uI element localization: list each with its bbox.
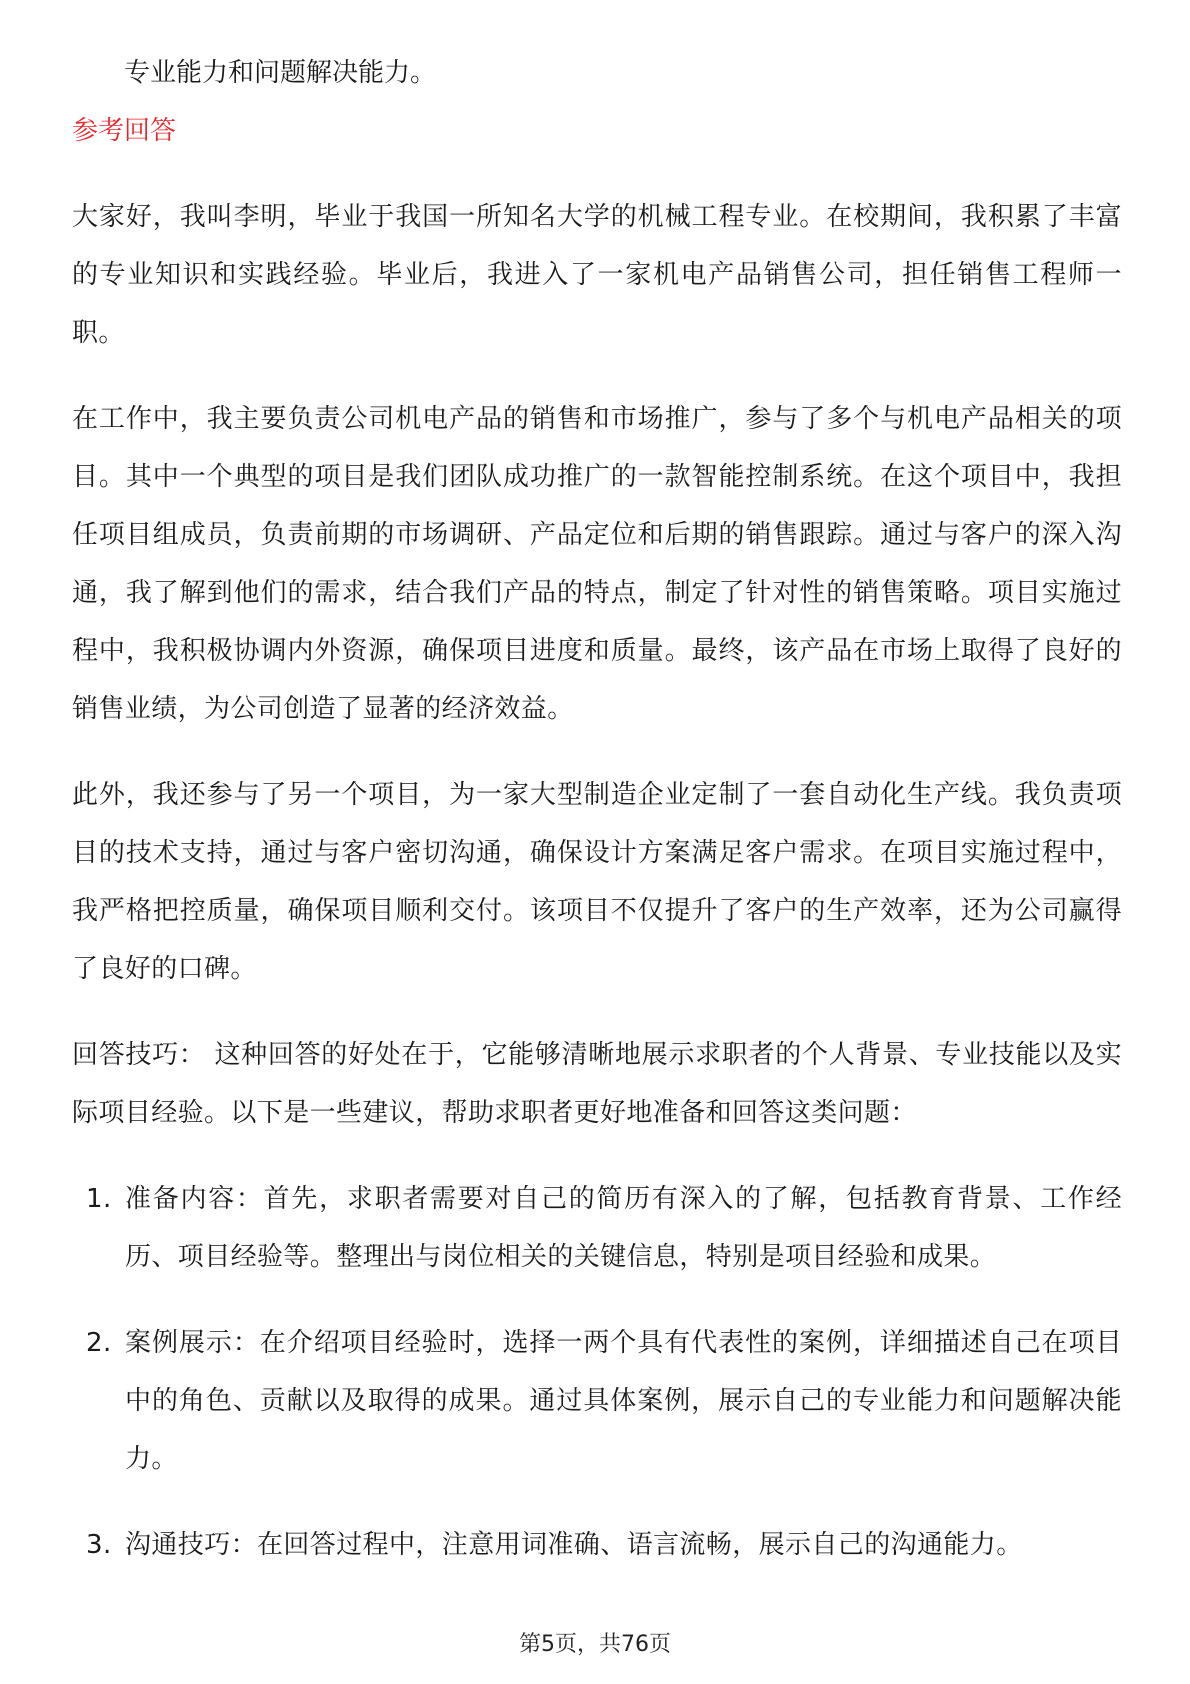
continuation-text: 专业能力和问题解决能力。 (124, 58, 437, 88)
list-item-number: 3. (86, 1530, 112, 1560)
list-item (72, 1170, 1122, 1286)
list-item (72, 1314, 1122, 1488)
answer-paragraph-2: 在工作中，我主要负责公司机电产品的销售和市场推广，参与了多个与机电产品相关的项目。其中一个典型的项目是我们团队成功推广的一款智能控制系统。在这个项目中，我担任项目组成员，负责前期的市场调研、产品定位和后期的销售跟踪。通过与客户的深入沟通，我了解到他们的需求，结合我们产品的特点，制定了针对性的销售策略。项目实施过程中，我积极协调内外资源，确保项目进度和质量。最终，该产品在市场上取得了良好的销售业绩，为公司创造了显著的经济效益。 (72, 404, 1122, 724)
tips-list (72, 1170, 1122, 1574)
list-item (72, 1516, 1122, 1574)
page-footer: 第5页，共76页 (519, 1632, 671, 1657)
tips-intro-paragraph: 回答技巧： 这种回答的好处在于，它能够清晰地展示求职者的个人背景、专业技能以及实际项目经验。以下是一些建议，帮助求职者更好地准备和回答这类问题： (72, 1040, 1122, 1128)
list-item-number: 2. (86, 1328, 112, 1358)
answer-paragraph-3: 此外，我还参与了另一个项目，为一家大型制造企业定制了一套自动化生产线。我负责项目的技术支持，通过与客户密切沟通，确保设计方案满足客户需求。在项目实施过程中，我严格把控质量，确保项目顺利交付。该项目不仅提升了客户的生产效率，还为公司赢得了良好的口碑。 (72, 780, 1122, 984)
section-title: 参考回答 (72, 116, 177, 146)
list-item-number: 1. (86, 1184, 112, 1214)
list-item-text: 沟通技巧：在回答过程中，注意用词准确、语言流畅，展示自己的沟通能力。 (125, 1530, 1023, 1560)
list-item-text: 准备内容：首先，求职者需要对自己的简历有深入的了解，包括教育背景、工作经历、项目经验等。整理出与岗位相关的关键信息，特别是项目经验和成果。 (125, 1184, 1122, 1272)
page-content (72, 44, 1122, 1574)
list-item-text: 案例展示：在介绍项目经验时，选择一两个具有代表性的案例，详细描述自己在项目中的角色、贡献以及取得的成果。通过具体案例，展示自己的专业能力和问题解决能力。 (125, 1328, 1122, 1474)
answer-paragraph-1: 大家好，我叫李明，毕业于我国一所知名大学的机械工程专业。在校期间，我积累了丰富的专业知识和实践经验。毕业后，我进入了一家机电产品销售公司，担任销售工程师一职。 (72, 202, 1122, 348)
